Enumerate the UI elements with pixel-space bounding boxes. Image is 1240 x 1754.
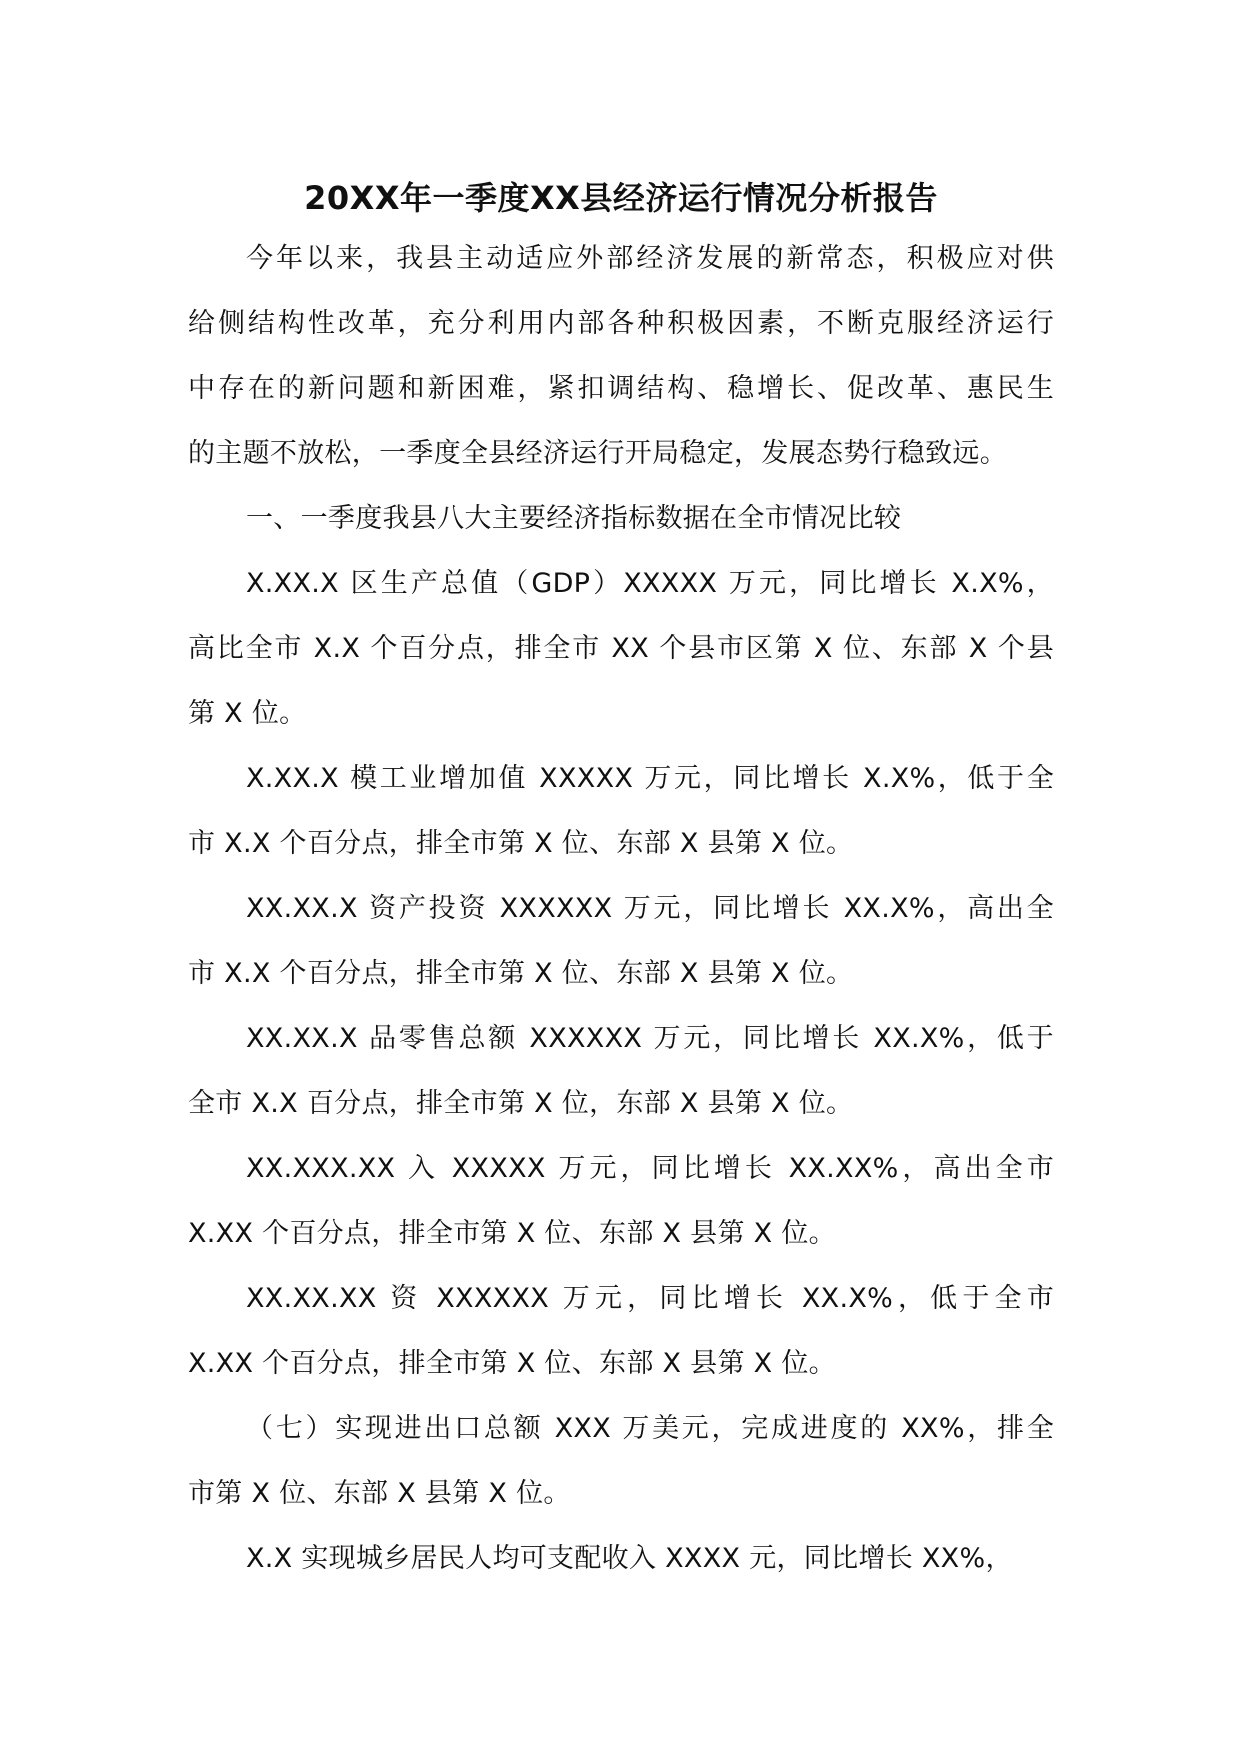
indicator-line: XX.XX.X 资产投资 XXXXXX 万元，同比增长 XX.X%，高出全	[246, 893, 1054, 924]
indicator-paragraph-investment	[188, 876, 1054, 1006]
indicator-line: X.XX 个百分点，排全市第 X 位、东部 X 县第 X 位。	[188, 1218, 836, 1249]
indicator-line: 市 X.X 个百分点，排全市第 X 位、东部 X 县第 X 位。	[188, 958, 854, 989]
indicator-paragraph-capital	[188, 1266, 1054, 1396]
intro-line: 给侧结构性改革，充分利用内部各种积极因素，不断克服经济运行	[188, 308, 1054, 339]
indicator-line: XX.XXX.XX 入 XXXXX 万元，同比增长 XX.XX%，高出全市	[246, 1153, 1054, 1184]
indicator-line: X.XX.X 区生产总值（GDP）XXXXX 万元，同比增长 X.X%，	[246, 568, 1054, 599]
indicator-paragraph-income	[188, 1526, 1054, 1591]
intro-line: 中存在的新问题和新困难，紧扣调结构、稳增长、促改革、惠民生	[188, 373, 1054, 404]
indicator-paragraph-trade	[188, 1396, 1054, 1526]
intro-line: 今年以来，我县主动适应外部经济发展的新常态，积极应对供	[246, 243, 1054, 274]
indicator-line: 市 X.X 个百分点，排全市第 X 位、东部 X 县第 X 位。	[188, 828, 854, 859]
section-heading	[188, 486, 1054, 551]
document-title: 20XX年一季度XX县经济运行情况分析报告	[304, 179, 938, 217]
indicator-paragraph-industry	[188, 746, 1054, 876]
indicator-line: （七）实现进出口总额 XXX 万美元，完成进度的 XX%，排全	[246, 1413, 1054, 1444]
section-heading-text: 一、一季度我县八大主要经济指标数据在全市情况比较	[246, 503, 902, 534]
indicator-line: XX.XX.XX 资 XXXXXX 万元，同比增长 XX.X%，低于全市	[246, 1283, 1054, 1314]
indicator-line: X.XX.X 模工业增加值 XXXXX 万元，同比增长 X.X%，低于全	[246, 763, 1054, 794]
indicator-line: 高比全市 X.X 个百分点，排全市 XX 个县市区第 X 位、东部 X 个县	[188, 633, 1054, 664]
indicator-line: X.X 实现城乡居民人均可支配收入 XXXX 元，同比增长 XX%，	[246, 1543, 1013, 1574]
indicator-line: X.XX 个百分点，排全市第 X 位、东部 X 县第 X 位。	[188, 1348, 836, 1379]
indicator-paragraph-retail	[188, 1006, 1054, 1136]
indicator-line: 全市 X.X 百分点，排全市第 X 位，东部 X 县第 X 位。	[188, 1088, 854, 1119]
indicator-line: 第 X 位。	[188, 698, 307, 729]
indicator-paragraph-revenue	[188, 1136, 1054, 1266]
indicator-line: 市第 X 位、东部 X 县第 X 位。	[188, 1478, 571, 1509]
intro-line: 的主题不放松，一季度全县经济运行开局稳定，发展态势行稳致远。	[188, 438, 1007, 469]
indicator-paragraph-gdp	[188, 551, 1054, 746]
document-page	[188, 170, 1054, 1591]
indicator-line: XX.XX.X 品零售总额 XXXXXX 万元，同比增长 XX.X%，低于	[246, 1023, 1054, 1054]
intro-paragraph	[188, 226, 1054, 486]
